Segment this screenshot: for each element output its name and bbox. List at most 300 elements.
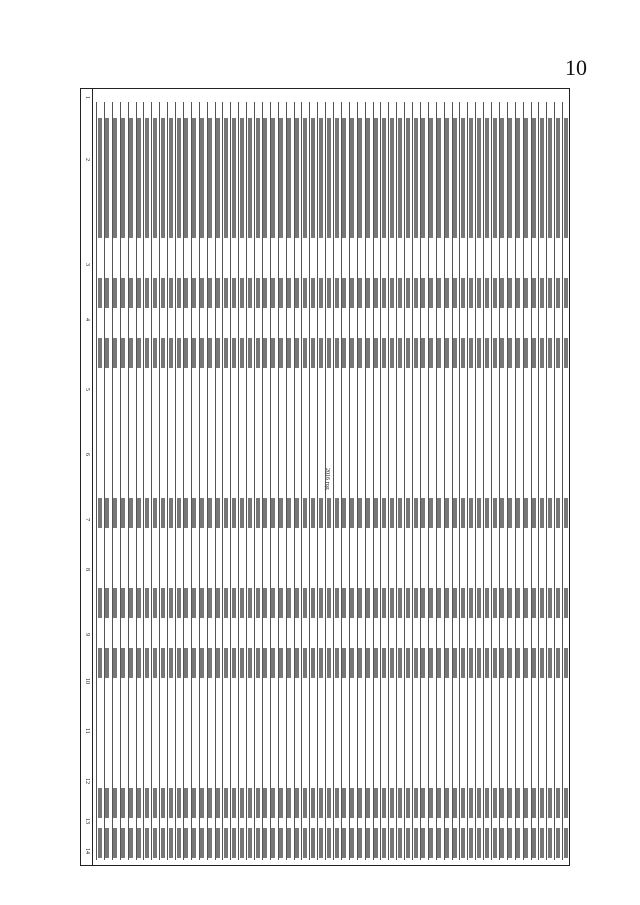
cell-mark (350, 498, 354, 528)
cell-mark (556, 278, 560, 308)
cell-mark (271, 648, 275, 678)
cell-mark (192, 828, 196, 858)
cell-mark (303, 498, 307, 528)
cell-mark (113, 118, 117, 238)
cell-mark (327, 648, 331, 678)
cell-mark (532, 828, 536, 858)
cell-mark (216, 828, 220, 858)
cell-mark (153, 338, 157, 368)
cell-mark (437, 788, 441, 818)
cell-mark (374, 648, 378, 678)
cell-mark (287, 278, 291, 308)
cell-mark (516, 118, 520, 238)
cell-mark (390, 498, 394, 528)
cell-mark (295, 588, 299, 618)
column-number: 11 (84, 728, 90, 734)
cell-mark (548, 588, 552, 618)
cell-mark (121, 498, 125, 528)
cell-mark (161, 648, 165, 678)
cell-mark (335, 588, 339, 618)
cell-mark (548, 788, 552, 818)
cell-mark (350, 278, 354, 308)
cell-mark (421, 278, 425, 308)
cell-mark (469, 588, 473, 618)
cell-mark (216, 118, 220, 238)
cell-mark (200, 788, 204, 818)
cell-mark (524, 788, 528, 818)
cell-mark (121, 588, 125, 618)
cell-mark (208, 788, 212, 818)
cell-mark (161, 118, 165, 238)
cell-mark (390, 278, 394, 308)
cell-mark (477, 338, 481, 368)
cell-mark (256, 788, 260, 818)
cell-mark (263, 118, 267, 238)
cell-mark (216, 278, 220, 308)
cell-mark (437, 498, 441, 528)
cell-mark (224, 648, 228, 678)
cell-mark (564, 828, 568, 858)
cell-mark (327, 498, 331, 528)
cell-mark (382, 588, 386, 618)
cell-mark (500, 118, 504, 238)
cell-mark (208, 338, 212, 368)
cell-mark (461, 118, 465, 238)
cell-mark (145, 588, 149, 618)
cell-mark (184, 278, 188, 308)
cell-mark (556, 118, 560, 238)
column-number: 6 (84, 453, 90, 456)
cell-mark (319, 588, 323, 618)
cell-mark (311, 588, 315, 618)
cell-mark (469, 788, 473, 818)
cell-mark (232, 278, 236, 308)
cell-mark (414, 648, 418, 678)
cell-mark (398, 278, 402, 308)
section-title: 2016 год (324, 468, 330, 490)
cell-mark (295, 338, 299, 368)
cell-mark (516, 498, 520, 528)
cell-mark (374, 788, 378, 818)
cell-mark (469, 498, 473, 528)
cell-mark (548, 498, 552, 528)
cell-mark (358, 338, 362, 368)
cell-mark (421, 118, 425, 238)
cell-mark (319, 828, 323, 858)
cell-mark (429, 788, 433, 818)
cell-mark (303, 788, 307, 818)
cell-mark (256, 648, 260, 678)
column-number: 1 (84, 96, 90, 99)
column-number: 9 (84, 633, 90, 636)
cell-mark (516, 588, 520, 618)
cell-mark (105, 338, 109, 368)
cell-mark (287, 648, 291, 678)
cell-mark (129, 338, 133, 368)
cell-mark (311, 828, 315, 858)
cell-mark (350, 828, 354, 858)
cell-mark (461, 278, 465, 308)
cell-mark (342, 588, 346, 618)
cell-mark (358, 788, 362, 818)
cell-mark (295, 648, 299, 678)
cell-mark (98, 338, 102, 368)
column-number: 5 (84, 388, 90, 391)
cell-mark (406, 118, 410, 238)
cell-mark (398, 118, 402, 238)
cell-mark (192, 118, 196, 238)
cell-mark (532, 278, 536, 308)
cell-mark (327, 588, 331, 618)
cell-mark (564, 118, 568, 238)
cell-mark (319, 498, 323, 528)
cell-mark (224, 498, 228, 528)
cell-mark (279, 588, 283, 618)
cell-mark (493, 648, 497, 678)
cell-mark (532, 338, 536, 368)
cell-mark (335, 828, 339, 858)
cell-mark (532, 788, 536, 818)
cell-mark (287, 828, 291, 858)
cell-mark (327, 118, 331, 238)
cell-mark (493, 788, 497, 818)
cell-mark (540, 118, 544, 238)
cell-mark (382, 278, 386, 308)
cell-mark (421, 788, 425, 818)
cell-mark (311, 648, 315, 678)
cell-mark (145, 498, 149, 528)
cell-mark (390, 788, 394, 818)
cell-mark (493, 118, 497, 238)
cell-mark (271, 498, 275, 528)
cell-mark (477, 498, 481, 528)
cell-mark (129, 118, 133, 238)
cell-mark (137, 278, 141, 308)
cell-mark (500, 788, 504, 818)
cell-mark (121, 788, 125, 818)
cell-mark (240, 828, 244, 858)
cell-mark (153, 828, 157, 858)
cell-mark (406, 648, 410, 678)
cell-mark (161, 338, 165, 368)
cell-mark (279, 338, 283, 368)
cell-mark (500, 648, 504, 678)
cell-mark (374, 118, 378, 238)
cell-mark (358, 118, 362, 238)
cell-mark (248, 118, 252, 238)
cell-mark (319, 648, 323, 678)
cell-mark (263, 278, 267, 308)
cell-mark (548, 278, 552, 308)
cell-mark (153, 588, 157, 618)
cell-mark (248, 498, 252, 528)
cell-mark (327, 338, 331, 368)
cell-mark (500, 338, 504, 368)
cell-mark (169, 338, 173, 368)
cell-mark (390, 588, 394, 618)
cell-mark (192, 338, 196, 368)
cell-mark (540, 338, 544, 368)
cell-mark (279, 498, 283, 528)
cell-mark (493, 278, 497, 308)
cell-mark (303, 118, 307, 238)
cell-mark (516, 278, 520, 308)
cell-mark (271, 788, 275, 818)
cell-mark (406, 588, 410, 618)
cell-mark (232, 118, 236, 238)
cell-mark (303, 338, 307, 368)
cell-mark (421, 498, 425, 528)
cell-mark (429, 828, 433, 858)
cell-mark (137, 788, 141, 818)
cell-mark (279, 828, 283, 858)
cell-mark (208, 118, 212, 238)
column-number: 10 (84, 678, 90, 684)
column-number: 13 (84, 818, 90, 824)
cell-mark (453, 648, 457, 678)
cell-mark (263, 338, 267, 368)
cell-mark (145, 828, 149, 858)
cell-mark (406, 338, 410, 368)
cell-mark (177, 278, 181, 308)
cell-mark (358, 648, 362, 678)
cell-mark (429, 118, 433, 238)
cell-mark (508, 788, 512, 818)
cell-mark (256, 498, 260, 528)
cell-mark (445, 338, 449, 368)
cell-mark (429, 498, 433, 528)
cell-mark (105, 828, 109, 858)
cell-mark (477, 828, 481, 858)
cell-mark (524, 828, 528, 858)
cell-mark (421, 588, 425, 618)
cell-mark (121, 338, 125, 368)
cell-mark (540, 498, 544, 528)
cell-mark (311, 118, 315, 238)
column-number: 14 (84, 848, 90, 854)
cell-mark (200, 648, 204, 678)
cell-mark (556, 588, 560, 618)
cell-mark (366, 278, 370, 308)
cell-mark (453, 588, 457, 618)
cell-mark (524, 278, 528, 308)
cell-mark (508, 498, 512, 528)
cell-mark (445, 648, 449, 678)
cell-mark (224, 828, 228, 858)
cell-mark (287, 498, 291, 528)
cell-mark (445, 498, 449, 528)
cell-mark (161, 278, 165, 308)
cell-mark (256, 338, 260, 368)
cell-mark (327, 788, 331, 818)
cell-mark (398, 828, 402, 858)
cell-mark (342, 278, 346, 308)
cell-mark (508, 338, 512, 368)
cell-mark (374, 338, 378, 368)
cell-mark (303, 828, 307, 858)
cell-mark (508, 588, 512, 618)
cell-mark (421, 338, 425, 368)
column-number: 3 (84, 263, 90, 266)
cell-mark (335, 278, 339, 308)
cell-mark (445, 828, 449, 858)
cell-mark (445, 278, 449, 308)
cell-mark (303, 278, 307, 308)
cell-mark (153, 648, 157, 678)
cell-mark (287, 588, 291, 618)
cell-mark (414, 338, 418, 368)
cell-mark (184, 648, 188, 678)
cell-mark (98, 118, 102, 238)
cell-mark (177, 118, 181, 238)
cell-mark (295, 788, 299, 818)
cell-mark (556, 338, 560, 368)
cell-mark (421, 828, 425, 858)
cell-mark (366, 648, 370, 678)
cell-mark (248, 338, 252, 368)
cell-mark (382, 338, 386, 368)
cell-mark (437, 648, 441, 678)
cell-mark (429, 588, 433, 618)
cell-mark (271, 338, 275, 368)
cell-mark (192, 278, 196, 308)
cell-mark (350, 338, 354, 368)
cell-mark (169, 278, 173, 308)
cell-mark (216, 588, 220, 618)
cell-mark (532, 588, 536, 618)
cell-mark (556, 648, 560, 678)
cell-mark (327, 278, 331, 308)
cell-mark (437, 278, 441, 308)
cell-mark (548, 828, 552, 858)
cell-mark (485, 648, 489, 678)
cell-mark (145, 338, 149, 368)
column-number: 4 (84, 318, 90, 321)
cell-mark (248, 788, 252, 818)
cell-mark (98, 828, 102, 858)
cell-mark (216, 498, 220, 528)
cell-mark (342, 118, 346, 238)
cell-mark (121, 828, 125, 858)
cell-mark (342, 788, 346, 818)
cell-mark (224, 788, 228, 818)
cell-mark (240, 338, 244, 368)
cell-mark (524, 648, 528, 678)
cell-mark (398, 498, 402, 528)
cell-mark (105, 588, 109, 618)
cell-mark (516, 788, 520, 818)
cell-mark (429, 278, 433, 308)
cell-mark (184, 498, 188, 528)
cell-mark (169, 588, 173, 618)
cell-mark (548, 648, 552, 678)
cell-mark (398, 788, 402, 818)
cell-mark (500, 828, 504, 858)
cell-mark (287, 788, 291, 818)
cell-mark (169, 788, 173, 818)
cell-mark (177, 648, 181, 678)
cell-mark (137, 588, 141, 618)
cell-mark (485, 338, 489, 368)
cell-mark (461, 788, 465, 818)
cell-mark (319, 278, 323, 308)
cell-mark (232, 828, 236, 858)
cell-mark (200, 498, 204, 528)
cell-mark (287, 338, 291, 368)
cell-mark (200, 338, 204, 368)
cell-mark (429, 338, 433, 368)
cell-mark (414, 588, 418, 618)
column-number-strip (80, 88, 93, 866)
cell-mark (161, 588, 165, 618)
cell-mark (161, 788, 165, 818)
cell-mark (129, 648, 133, 678)
column-number: 7 (84, 518, 90, 521)
cell-mark (445, 118, 449, 238)
cell-mark (295, 828, 299, 858)
cell-mark (129, 278, 133, 308)
cell-mark (382, 118, 386, 238)
cell-mark (374, 498, 378, 528)
cell-mark (177, 338, 181, 368)
column-number: 2 (84, 158, 90, 161)
cell-mark (429, 648, 433, 678)
cell-mark (137, 498, 141, 528)
cell-mark (169, 498, 173, 528)
cell-mark (256, 118, 260, 238)
cell-mark (390, 828, 394, 858)
cell-mark (271, 828, 275, 858)
cell-mark (564, 588, 568, 618)
cell-mark (556, 498, 560, 528)
cell-mark (98, 648, 102, 678)
cell-mark (137, 338, 141, 368)
cell-mark (263, 588, 267, 618)
cell-mark (137, 648, 141, 678)
cell-mark (137, 828, 141, 858)
cell-mark (524, 118, 528, 238)
cell-mark (177, 498, 181, 528)
cell-mark (398, 338, 402, 368)
cell-mark (374, 278, 378, 308)
cell-mark (477, 788, 481, 818)
cell-mark (453, 828, 457, 858)
cell-mark (469, 278, 473, 308)
cell-mark (311, 498, 315, 528)
cell-mark (113, 498, 117, 528)
cell-mark (303, 588, 307, 618)
cell-mark (469, 118, 473, 238)
cell-mark (98, 278, 102, 308)
cell-mark (105, 788, 109, 818)
cell-mark (556, 828, 560, 858)
cell-mark (540, 588, 544, 618)
cell-mark (366, 588, 370, 618)
cell-mark (319, 788, 323, 818)
cell-mark (493, 828, 497, 858)
cell-mark (153, 498, 157, 528)
cell-mark (105, 648, 109, 678)
cell-mark (516, 828, 520, 858)
cell-mark (256, 588, 260, 618)
cell-mark (556, 788, 560, 818)
cell-mark (113, 788, 117, 818)
cell-mark (485, 788, 489, 818)
cell-mark (461, 828, 465, 858)
cell-mark (184, 338, 188, 368)
cell-mark (256, 278, 260, 308)
cell-mark (216, 338, 220, 368)
